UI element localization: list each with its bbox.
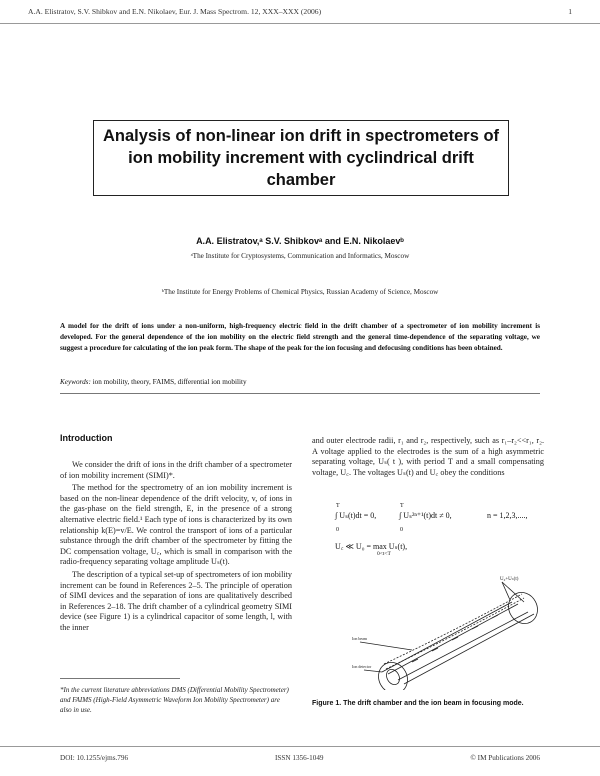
abstract: A model for the drift of ions under a non-uniform, high-frequency electric field in the drift chamber of a spectrometer of ion mobility increment is developed. For the general dependence of the ion mobility on the electric field strength and the general time-dependence of the separating voltage, we suggest a procedure for calculating of the ion peak form. The shape of the peak for the ion focusing and defocusing conditions has been obtained. <box>60 322 540 352</box>
affiliation-a: ᵃThe Institute for Cryptosystems, Communication and Informatics, Moscow <box>190 252 410 260</box>
equation-1-part-c: n = 1,2,3,...., <box>487 511 528 520</box>
footnote-rule <box>60 678 180 679</box>
equation-1-part-b: ∫ Uₛ²ⁿ⁺¹(t)dt ≠ 0, <box>399 511 452 520</box>
equation-1-part-a: ∫ Uₛ(t)dt = 0, <box>335 511 377 520</box>
integral-lower-limit: 0 <box>400 527 403 533</box>
equation-1 <box>335 503 555 535</box>
authors: A.A. Elistratov,ᵃ S.V. Shibkovᵃ and E.N. Nikolaevᵇ <box>196 236 404 246</box>
right-column-text: and outer electrode radii, r₁ and r₂, respectively, such as r₁–r₂<<r₁, r₂. A voltage applied to the electrodes is the sum of a high asymmetric separating voltage, Uₛ( t ), with period T and a small compensating voltage, U꜀. The voltages Uₛ(t) and U꜀ obey the conditions <box>312 436 544 477</box>
title-box <box>93 120 509 196</box>
footer <box>60 754 540 762</box>
running-header-citation: A.A. Elistratov, S.V. Shibkov and E.N. Nikolaev, Eur. J. Mass Spectrom. 12, XXX–XXX (2006) <box>28 7 322 16</box>
footer-publisher: © IM Publications 2006 <box>470 754 540 762</box>
header-rule <box>0 23 600 24</box>
figure-label-voltage: U₀+Uₛ(t) <box>500 577 519 582</box>
paragraph: The description of a typical set-up of spectrometers of ion mobility increment can be found in References 2–5. The principle of operation of SIMI devices and the separation of ions are qualitatively described in References 2–18. The drift chamber of a cylindrical geometry SIMI device (see Figure 1) is a cylindrical capacitor of some length, l, with the inner <box>60 569 292 632</box>
equation-2-main: U꜀ ≪ U₀ = max Uₛ(t), <box>335 542 408 551</box>
equation-2-subscript: 0<t<T <box>377 551 391 557</box>
figure-caption: Figure 1. The drift chamber and the ion beam in focusing mode. <box>312 700 524 707</box>
paragraph: We consider the drift of ions in the drift chamber of a spectrometer of ion mobility increment (SIMI)*. <box>60 460 292 480</box>
drift-chamber-figure <box>352 572 552 690</box>
section-title: Introduction <box>60 433 113 443</box>
left-column <box>60 460 292 636</box>
keywords-label: Keywords: <box>60 378 91 386</box>
footer-rule <box>0 746 600 747</box>
footnote: *In the current literature abbreviations DMS (Differential Mobility Spectrometer) and FAIMS (High-Field Asymmetric Waveform Ion Mobility Spectrometer) are also in use. <box>60 686 289 714</box>
paper-title: Analysis of non-linear ion drift in spectrometers of ion mobility increment with cyclindrical drift chamber <box>102 127 500 189</box>
keywords-list: ion mobility, theory, FAIMS, differential ion mobility <box>92 378 247 386</box>
equation-2 <box>335 541 407 557</box>
abstract-rule <box>60 393 540 394</box>
figure-label-ion-beam: Ion beam <box>352 636 367 641</box>
affiliation-b: ᵇThe Institute for Energy Problems of Chemical Physics, Russian Academy of Science, Moscow <box>161 288 439 296</box>
footer-doi: DOI: 10.1255/ejms.796 <box>60 754 129 762</box>
running-header <box>28 7 572 16</box>
keywords <box>60 378 540 386</box>
figure-label-ion-detector: Ion detector <box>352 664 372 669</box>
integral-upper-limit: T <box>400 503 404 509</box>
integral-lower-limit: 0 <box>336 527 339 533</box>
integral-upper-limit: T <box>336 503 340 509</box>
paragraph: The method for the spectrometry of an ion mobility increment is based on the non-linear dependence of the drift velocity, v, of ions in the gas-phase on the field strength, E, in the presence of a strong alternative electric field.¹ Each type of ions is characterized by its own relationship k(E)=v/E. We control the transport of ions of a particular substance through the drift chamber of the spectrometer by fitting the DC compensation voltage, U꜀, which is small in comparison with the radio-frequency separating voltage amplitude Uₛ(t). <box>60 483 292 567</box>
page-number: 1 <box>568 7 572 16</box>
footer-issn: ISSN 1356-1049 <box>274 754 324 762</box>
